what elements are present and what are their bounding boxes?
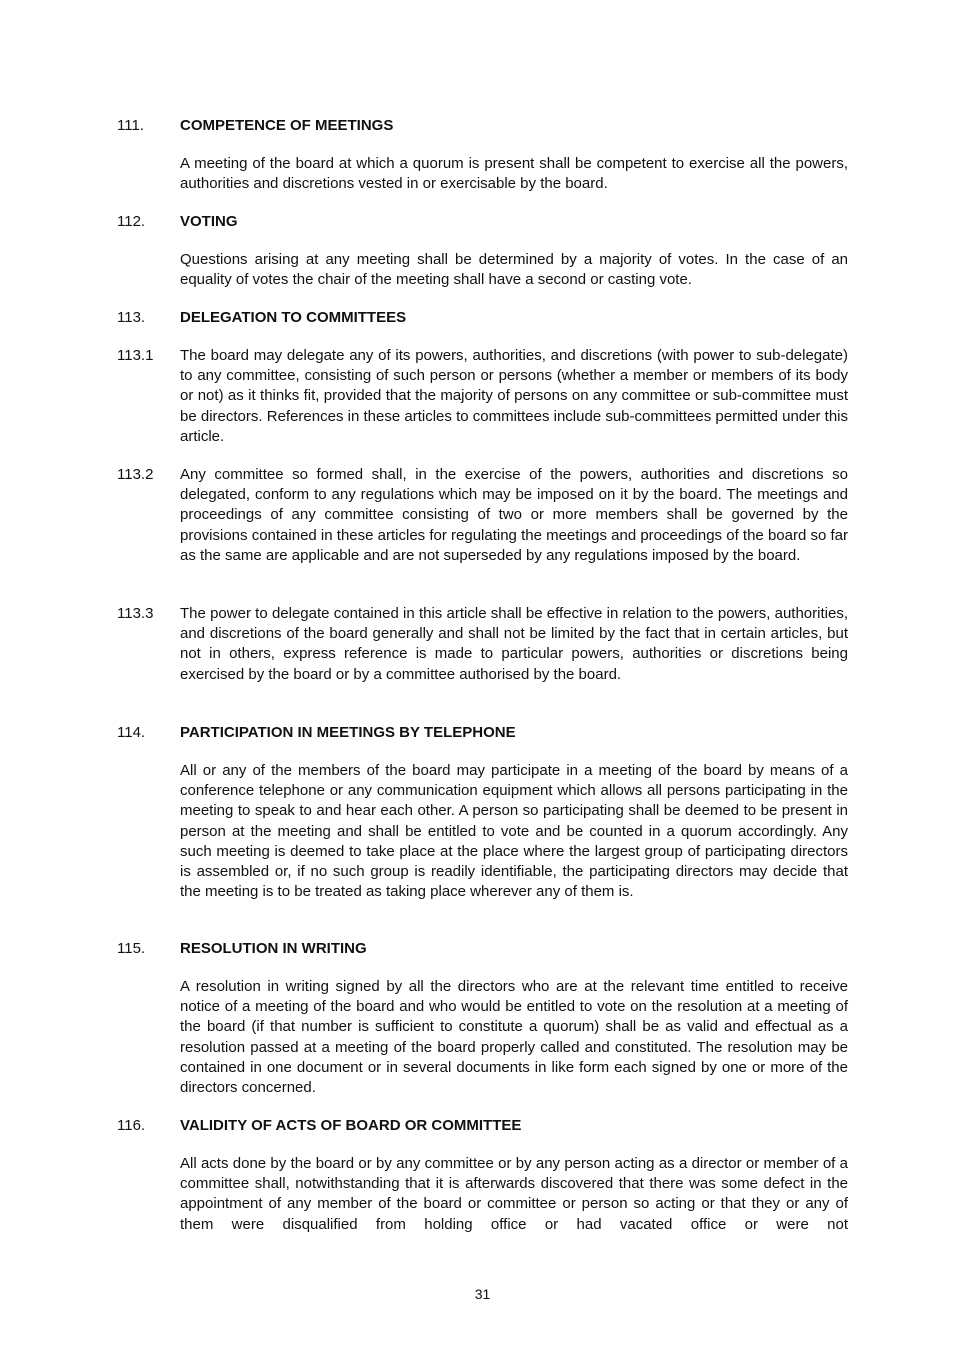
section-text: A resolution in writing signed by all the directors who are at the relevant time entitled to receive notice of a meeting of the board and who would be entitled to vote on the resolution at a meeting of the board (if that number is sufficient to constitute a quorum) shall be as valid and effectual as a resolution passed at a meeting of the board properly called and constituted. The resolution may be contained in one document or in several documents in like form each signed by one or more of the directors concerned.: [180, 978, 848, 1097]
section-number: 111.: [117, 117, 144, 134]
clause-text: The power to delegate contained in this article shall be effective in relation to the powers, authorities, and discretions of the board generally and shall not be limited by the fact that in certain articles, but not in others, express reference is made to particular powers, authorities or discretions being exercised by the board or by a committee authorised by the board.: [180, 605, 848, 683]
section-number: 115.: [117, 940, 146, 957]
clause-number: 113.3: [117, 605, 154, 622]
section-text: A meeting of the board at which a quorum is present shall be competent to exercise all the powers, authorities and discretions vested in or exercisable by the board.: [180, 155, 848, 193]
clause-number: 113.1: [117, 347, 154, 364]
section-heading: PARTICIPATION IN MEETINGS BY TELEPHONE: [180, 724, 516, 741]
section-number: 114.: [117, 724, 146, 741]
section-number: 112.: [117, 213, 146, 230]
section-text: All acts done by the board or by any committee or by any person acting as a director or member of a committee shall, notwithstanding that it is afterwards discovered that there was some defect in the appointment of any member of the board or committee or person so acting or that they or any of them were disqualified from holding office or had vacated office or were not: [180, 1155, 848, 1233]
section-heading: DELEGATION TO COMMITTEES: [180, 309, 407, 326]
section-text: All or any of the members of the board may participate in a meeting of the board by means of a conference telephone or any communication equipment which allows all persons participating in the meeting to speak to and hear each other. A person so participating shall be deemed to be present in person at the meeting and shall be entitled to vote and be counted in a quorum accordingly. Any such meeting is deemed to take place at the place where the largest group of participating directors is assembled or, if no such group is readily identifiable, the participating directors may decide that the meeting is to be treated as taking place wherever any of them is.: [180, 762, 848, 901]
clause-text: Any committee so formed shall, in the exercise of the powers, authorities and discretions so delegated, conform to any regulations which may be imposed on it by the board. The meetings and proceedings of any committee consisting of two or more members shall be governed by the provisions contained in these articles for regulating the meetings and proceedings of the board so far as the same are applicable and are not superseded by any regulations imposed by the board.: [180, 466, 848, 564]
section-text: Questions arising at any meeting shall be determined by a majority of votes. In the case of an equality of votes the chair of the meeting shall have a second or casting vote.: [180, 251, 848, 289]
section-number: 113.: [117, 309, 146, 326]
section-heading: RESOLUTION IN WRITING: [180, 940, 367, 957]
page-number: 31: [474, 1286, 491, 1302]
section-number: 116.: [117, 1117, 146, 1134]
clause-number: 113.2: [117, 466, 154, 483]
section-heading: VOTING: [180, 213, 238, 230]
section-heading: VALIDITY OF ACTS OF BOARD OR COMMITTEE: [180, 1117, 522, 1134]
section-heading: COMPETENCE OF MEETINGS: [180, 117, 394, 134]
clause-text: The board may delegate any of its powers, authorities, and discretions (with power to sub-delegate) to any committee, consisting of such person or persons (whether a member or members of its body or not) as it thinks fit, provided that the majority of persons on any committee or sub-committee must be directors. References in these articles to committees include sub-committees permitted under this article.: [180, 347, 848, 445]
